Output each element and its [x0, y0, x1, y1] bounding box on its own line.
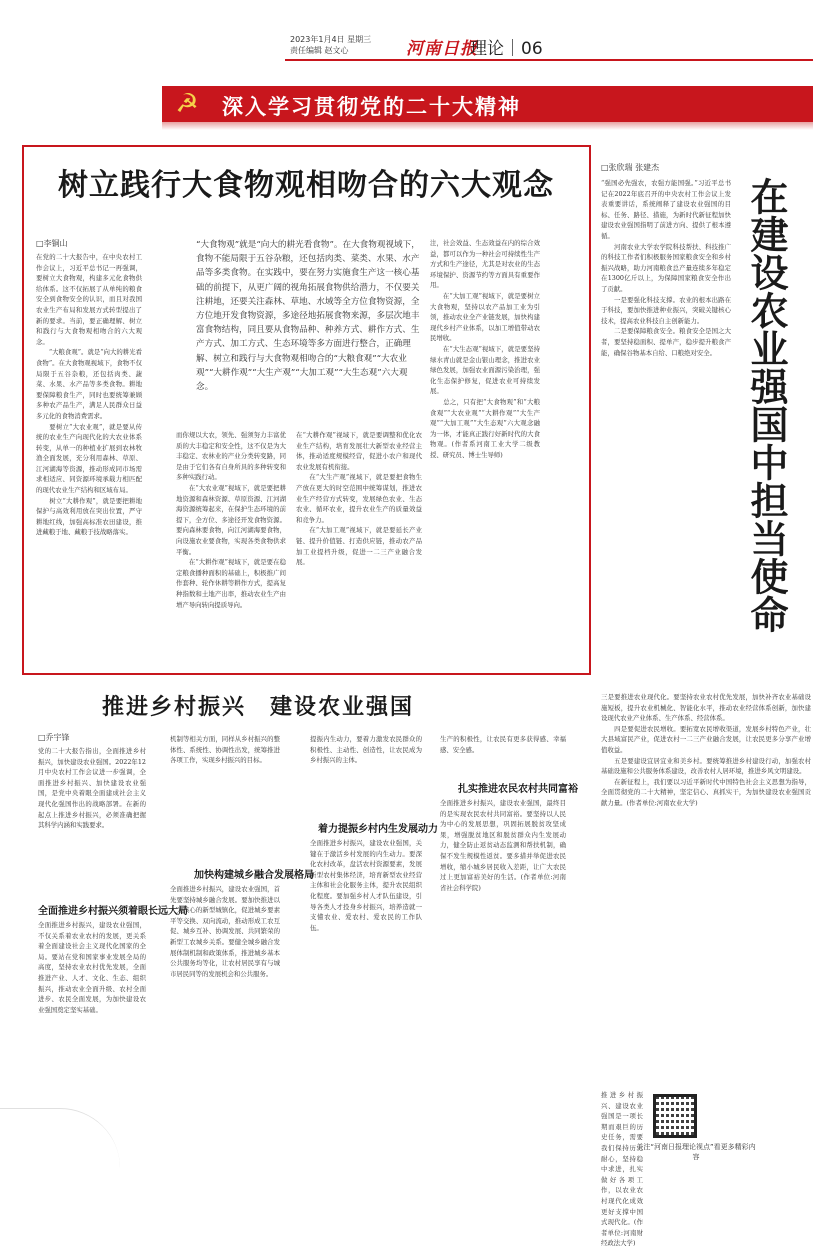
featured-article-column-2: 而你规以大农，领先、强须努力丰富优质的大丰稳定和安全性，这不仅是为大丰稳定、农林业的产业分类转变路，同是由于它们各有自身所具的多种转变和多种实践行动。 在“大农业观”视域下，就是要把耕地资源和森林资源、草原资源、江河湖海资源统筹起来，在保护生态环境的前提下，全方位、多途径开发食物资源。要向森林要食物，向江河湖海要食物，向设施农业要食物，实现各类食物供求平衡。 在“大耕作观”视域下，就是要在稳定粮食播种面积的基础上，积极推广间作套种、轮作休耕等耕作方式，提高复种指数和土地产出率，推动农业生产由增产导向转向提质导向。 — [176, 431, 286, 609]
masthead-divider — [285, 59, 813, 61]
qr-code-icon[interactable] — [653, 1094, 697, 1138]
qr-caption: 关注“河南日报理论视点”看更多精彩内容 — [636, 1143, 756, 1161]
masthead — [0, 0, 836, 66]
banner-title: 深入学习贯彻党的二十大精神 — [222, 95, 521, 119]
second-article-column-5b: 推进乡村振兴、建设农业强国是一项长期而艰巨的历史任务，需要我们保持历史耐心，坚持稳中求进，扎实做好各项工作，以农业农村现代化成效更好支撑中国式现代化。(作者单位:河南财经政法大学) — [601, 1091, 643, 1248]
section-heading-1: 全面推进乡村振兴须着眼长远大局 — [38, 906, 188, 917]
featured-article-title: 树立践行大食物观相吻合的六大观念 — [58, 168, 554, 203]
second-article-column-1: 党的二十大报告指出，全面推进乡村振兴，加快建设农业强国。2022年12月中央农村工作会议进一步强调，全面推进乡村振兴、加快建设农业强国，是党中央着眼全面建成社会主义现代化强国作出的战略部署。在新的起点上推进乡村振兴，必须准确把握其科学内涵和实践要求。 — [38, 747, 146, 830]
second-article-column-1b: 全面推进乡村振兴，建设农业强国，不仅关系着农业农村的发展，更关系着全面建设社会主义现代化国家的全局。要站在党和国家事业发展全局的高度，坚持农业农村优先发展，全面推进产业、人才、文化、生态、组织振兴，推动农业全面升级、农村全面进步、农民全面发展，为加快建设农业强国奠定坚实基础。 — [38, 921, 146, 1014]
featured-article-byline: □李铜山 — [36, 239, 68, 248]
second-article-column-4: 生产的积极性，让农民有更多获得感、幸福感、安全感。 — [440, 735, 566, 754]
second-article-column-3: 提振内生动力，要着力激发农民群众的积极性、主动性、创造性，让农民成为乡村振兴的主体。 — [310, 735, 422, 765]
second-article-column-4b: 全面推进乡村振兴，建设农业强国，最终目的是实现农民农村共同富裕。要坚持以人民为中心的发展思想，巩固拓展脱贫攻坚成果，增强脱贫地区和脱贫群众内生发展动力，健全防止返贫动态监测和帮扶机制，确保不发生规模性返贫。要多措并举促进农民增收，缩小城乡居民收入差距，让广大农民过上更加富裕美好的生活。(作者单位:河南省社会科学院) — [440, 799, 566, 892]
right-article-title: 在建设农业强国中担当使命 — [744, 177, 788, 633]
section-label: 理论｜06 — [470, 39, 543, 59]
second-article-column-2: 机制等相关方面，同样从乡村振兴的整体性、系统性、协调性出发，统筹推进各项工作，实现乡村振兴的目标。 — [170, 735, 280, 765]
featured-article-column-4: 注，社会效益、生态效益在内的综合效益，都可以作为一种社会可持续性生产方式和生产途径，尤其是对农业的生态环境保护、资源节约等方面具有重要作用。 在“大加工观”视域下，就是要树立大食物观，坚持以农产品加工业为引领，推动农业全产业链发展，加快构建现代乡村产业体系，以加工增值带动农民增收。 在“大生态观”视域下，就是要坚持绿水青山就是金山银山理念，推进农业绿色发展，加强农业面源污染治理，强化生态保护修复，促进农业可持续发展。 总之，只有把“大食物观”和“大粮食观”“大农业观”“大耕作观”“大生产观”“大加工观”“大生态观”六大观念融为一体，才能真正践行好新时代的大食物观。(作者系河南工业大学二级教授、研究员、博士生导师) — [430, 239, 540, 459]
right-article-byline: □张欣瑞 张建杰 — [601, 163, 660, 172]
second-article-title: 推进乡村振兴 建设农业强国 — [102, 695, 415, 720]
party-emblem-icon: ☭ — [175, 89, 199, 119]
section-heading-3: 着力提振乡村内生发展动力 — [318, 824, 438, 835]
section-heading-4: 扎实推进农民农村共同富裕 — [458, 784, 578, 795]
section-heading-2: 加快构建城乡融合发展格局 — [194, 870, 314, 881]
banner-fade — [162, 122, 813, 130]
issue-date — [290, 34, 371, 56]
right-article-column-1: “强国必先强农，农强方能国强。”习近平总书记在2022年底召开的中央农村工作会议上发表重要讲话，系统阐释了建设农业强国的目标、任务、路径、措施，为新时代新征程加快建设农业强国指明了前进方向、提供了根本遵循。 河南农业大学农学院科技帮扶、科技推广的科技工作者们积极服务国家粮食安全和乡村振兴战略，助力河南粮食总产量连续多年稳定在1300亿斤以上，为保障国家粮食安全作出了贡献。 一是要强化科技支撑。农业的根本出路在于科技，要加快推进种业振兴，突破关键核心技术，提高农业科技自主创新能力。 二是要保障粮食安全。粮食安全是国之大者，要坚持稳面积、提单产，稳步提升粮食产能，确保谷物基本自给、口粮绝对安全。 — [601, 179, 731, 357]
date-text: 2023年1月4日 星期三 — [290, 35, 372, 44]
second-article-byline: □乔宇锋 — [38, 733, 70, 742]
featured-article-lead: “大食物观”就是“向大的耕光看食物”。在大食物观视域下，食物不能局限于五谷杂粮，还包括肉类、菜类、水果、水产品等多类食物。在实践中，要在努力实施食生产这一核心基础的前提下，从更广阔的视角拓展食物供给潜力，不仅要关注耕地，还要关注森林、草地、水域等全方位食物资源，全方位地开发食物资源，多途径地拓展食物来源，多层次地丰富食物结构，同且要从食物品种、种养方式、耕作方式、生产方式、加工方式、生态环境等多方面进行整合，正确理解、树立和践行与大食物观相吻合的“大粮食观”“大农业观”“大耕作观”“大生产观”“大加工观”“大生态观”六大观念。 — [196, 240, 420, 393]
second-article-column-2b: 全面推进乡村振兴，建设农业强国，首先要坚持城乡融合发展。要加快推进以人为核心的新型城镇化，促进城乡要素平等交换、双向流动，推动形成工农互促、城乡互补、协调发展、共同繁荣的新型工农城乡关系。要健全城乡融合发展体制机制和政策体系，推进城乡基本公共服务均等化，让农村居民享有与城市居民同等的发展机会和公共服务。 — [170, 885, 280, 978]
featured-article-column-3: 在“大耕作观”视域下，就是要调整和优化农业生产结构，培育发展壮大新型农业经营主体，推动适度规模经营，促进小农户和现代农业发展有机衔接。 在“大生产观”视域下，就是要把食物生产放在更大的时空范围中统筹谋划，推进农业生产经营方式转变，发展绿色农业、生态农业、循环农业，提升农业生产的质量效益和竞争力。 在“大加工观”视域下，就是要延长产业链、提升价值链、打造供应链，推动农产品加工业提档升级，促进一二三产业融合发展。 — [296, 431, 422, 567]
second-article-column-3b: 全面推进乡村振兴，建设农业强国，关键在于激活乡村发展的内生动力。要深化农村改革，盘活农村资源要素，发展新型农村集体经济，培育新型农业经营主体和社会化服务主体，提升农民组织化程度。要加强乡村人才队伍建设，引导各类人才投身乡村振兴，培养造就一支懂农业、爱农村、爱农民的工作队伍。 — [310, 839, 422, 932]
editor-text: 责任编辑 赵文心 — [290, 46, 349, 55]
newspaper-logo: 河南日报 — [406, 39, 478, 59]
featured-article-column-1: 在党的二十大报告中，在中央农村工作会议上，习近平总书记一再强调，要树立大食物观，构建多元化食物供给体系。这不仅拓展了从单纯的粮食安全到食物安全的认识，而且对我国农业生产布局和发展方式转型提出了新的要求。当前，要正确理解、树立和践行与大食物观相吻合的六大观念。 “大粮食观”。就是“向大的耕光看食物”。在大食物观视域下，食物不仅局限于五谷杂粮，还包括肉类、蔬菜、水果、水产品等多类食物。耕地要保障粮食生产，同时也要统筹兼顾多种农产品生产，满足人民群众日益多元化的食物消费需求。 要树立“大农业观”，就是要从传统的农业生产向现代化的大农业体系转变，从单一的种植业扩展到农林牧渔全面发展，充分利用森林、草原、江河湖海等资源，推动形成同市场需求相适应、同资源环境承载力相匹配的现代农业生产结构和区域布局。 树立“大耕作观”，就是要把耕地保护与高效利用放在突出位置，严守耕地红线，加强高标准农田建设，推进藏粮于地、藏粮于技战略落实。 — [36, 253, 142, 537]
right-article-column-2: 三是要推进农业现代化。要坚持农业农村优先发展，加快补齐农业基础设施短板，提升农业机械化、智能化水平，推动农业经营体系创新，加快建设现代农业产业体系、生产体系、经营体系。 四是要促进农民增收。要拓宽农民增收渠道，发展乡村特色产业，壮大县域富民产业，促进农村一二三产业融合发展，让农民更多分享产业增值收益。 五是要建设宜居宜业和美乡村。要统筹推进乡村建设行动，加强农村基础设施和公共服务体系建设，改善农村人居环境，推进乡风文明建设。 在新征程上，我们要以习近平新时代中国特色社会主义思想为指导，全面贯彻党的二十大精神，坚定信心、真抓实干，为加快建设农业强国贡献力量。(作者单位:河南农业大学) — [601, 693, 811, 807]
